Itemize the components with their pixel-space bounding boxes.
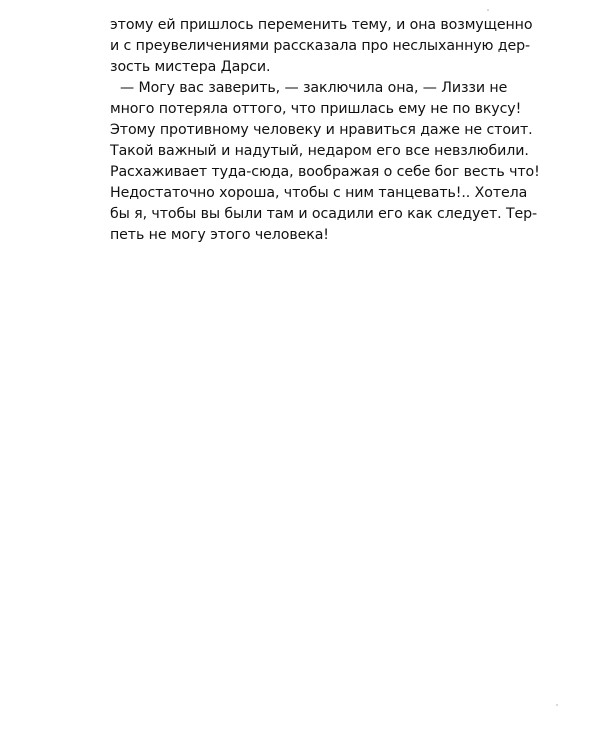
text-line: зость мистера Дарси. bbox=[110, 59, 271, 75]
text-line: Расхаживает туда-сюда, воображая о себе бог весть что! bbox=[110, 164, 540, 180]
text-line: Такой важный и надутый, недаром его все невзлюбили. bbox=[110, 143, 529, 159]
scan-speck bbox=[487, 9, 489, 11]
scan-speck bbox=[556, 704, 558, 706]
text-line: петь не могу этого человека! bbox=[110, 227, 329, 243]
text-line: — Могу вас заверить, — заключила она, — Лиззи не bbox=[120, 80, 508, 96]
text-line: Недостаточно хороша, чтобы с ним танцевать!.. Хотела bbox=[110, 185, 528, 201]
paragraph-2 bbox=[110, 78, 540, 246]
text-line: и с преувеличениями рассказала про неслыханную дер- bbox=[110, 38, 531, 54]
text-line: этому ей пришлось переменить тему, и она возмущенно bbox=[110, 17, 533, 33]
text-line: бы я, чтобы вы были там и осадили его как следует. Тер- bbox=[110, 206, 538, 222]
body-text bbox=[110, 15, 540, 246]
paragraph-1 bbox=[110, 15, 533, 78]
text-line: много потеряла оттого, что пришлась ему не по вкусу! bbox=[110, 101, 522, 117]
text-line: Этому противному человеку и нравиться даже не стоит. bbox=[110, 122, 533, 138]
